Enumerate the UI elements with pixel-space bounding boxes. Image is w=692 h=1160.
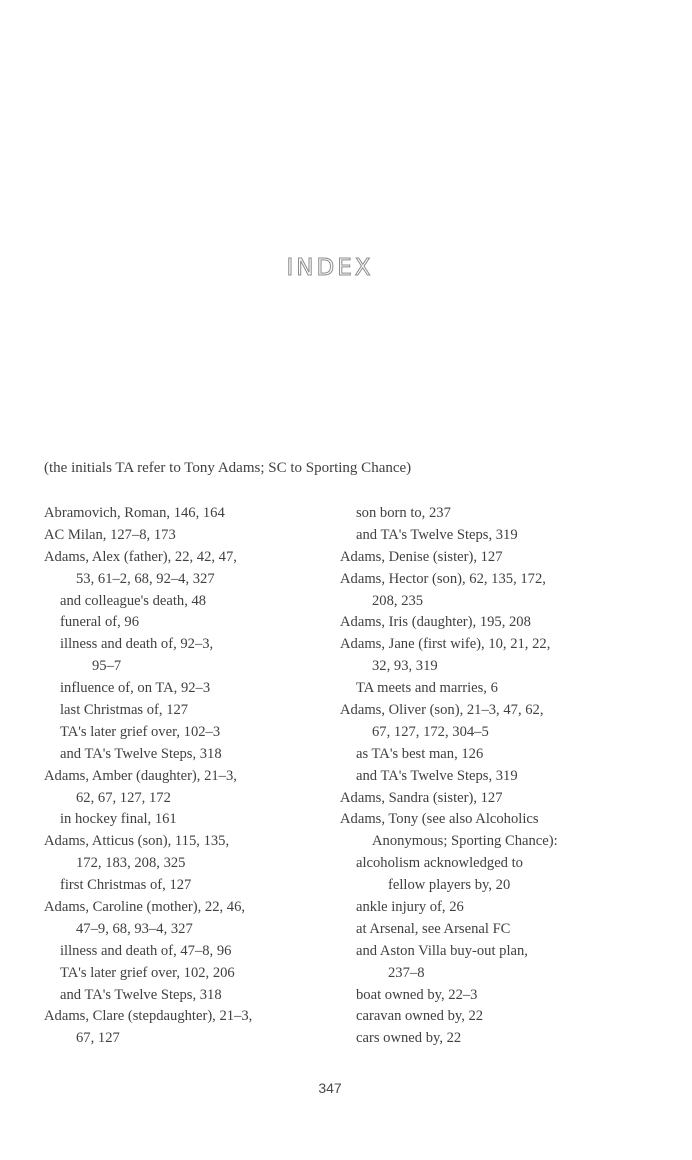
page-number: 347 bbox=[318, 1080, 342, 1096]
index-entry-line: illness and death of, 47–8, 96 bbox=[60, 942, 232, 959]
index-entry-line: Adams, Denise (sister), 127 bbox=[340, 548, 503, 565]
index-intro-note: (the initials TA refer to Tony Adams; SC to Sporting Chance) bbox=[44, 460, 412, 476]
index-heading: INDEX bbox=[286, 255, 374, 281]
index-entry-line: Adams, Clare (stepdaughter), 21–3, bbox=[44, 1008, 253, 1025]
index-entry-line: 237–8 bbox=[388, 964, 425, 981]
index-entry-line: 95–7 bbox=[92, 658, 122, 675]
index-entry-line: and TA's Twelve Steps, 319 bbox=[356, 767, 518, 784]
index-entry-line: and TA's Twelve Steps, 319 bbox=[356, 526, 518, 543]
index-entry-line: Adams, Iris (daughter), 195, 208 bbox=[340, 614, 531, 631]
index-entry-line: and colleague's death, 48 bbox=[60, 592, 207, 609]
index-entry-line: Anonymous; Sporting Chance): bbox=[372, 833, 558, 850]
index-entry-line: and Aston Villa buy-out plan, bbox=[356, 942, 528, 959]
index-entry-line: TA meets and marries, 6 bbox=[356, 680, 498, 697]
index-right-column bbox=[340, 503, 640, 1050]
index-entry-line: 62, 67, 127, 172 bbox=[76, 789, 171, 806]
index-entry-line: 67, 127, 172, 304–5 bbox=[372, 723, 489, 740]
index-entry-line: Adams, Alex (father), 22, 42, 47, bbox=[44, 548, 237, 565]
index-entry-line: cars owned by, 22 bbox=[356, 1030, 462, 1047]
index-entry-line: AC Milan, 127–8, 173 bbox=[44, 526, 176, 543]
index-entry-line: at Arsenal, see Arsenal FC bbox=[356, 920, 511, 937]
index-entry-line: and TA's Twelve Steps, 318 bbox=[60, 986, 222, 1003]
index-entry-line: Adams, Hector (son), 62, 135, 172, bbox=[340, 570, 546, 587]
index-entry-line: influence of, on TA, 92–3 bbox=[60, 680, 211, 697]
index-entry-line: Adams, Jane (first wife), 10, 21, 22, bbox=[340, 636, 551, 653]
index-entry-line: Abramovich, Roman, 146, 164 bbox=[44, 505, 225, 521]
index-entry-line: last Christmas of, 127 bbox=[60, 702, 189, 719]
index-entry-line: TA's later grief over, 102, 206 bbox=[60, 964, 235, 981]
index-entry-line: caravan owned by, 22 bbox=[356, 1008, 484, 1025]
index-entry-line: TA's later grief over, 102–3 bbox=[60, 723, 221, 740]
index-entry-line: ankle injury of, 26 bbox=[356, 899, 464, 916]
index-entry-line: 172, 183, 208, 325 bbox=[76, 855, 186, 872]
index-entry-line: fellow players by, 20 bbox=[388, 877, 511, 894]
index-entry-line: and TA's Twelve Steps, 318 bbox=[60, 745, 222, 762]
index-entry-line: son born to, 237 bbox=[356, 505, 451, 521]
index-entry-line: funeral of, 96 bbox=[60, 614, 140, 631]
index-entry-line: 53, 61–2, 68, 92–4, 327 bbox=[76, 570, 215, 587]
index-entry-line: Adams, Caroline (mother), 22, 46, bbox=[44, 899, 246, 916]
index-entry-line: 47–9, 68, 93–4, 327 bbox=[76, 920, 193, 937]
index-entry-line: Adams, Sandra (sister), 127 bbox=[340, 789, 503, 806]
index-entry-line: first Christmas of, 127 bbox=[60, 877, 192, 894]
index-entry-line: 32, 93, 319 bbox=[372, 658, 438, 675]
index-left-column bbox=[44, 503, 344, 1050]
index-entry-line: Adams, Atticus (son), 115, 135, bbox=[44, 833, 230, 850]
index-entry-line: in hockey final, 161 bbox=[60, 811, 177, 828]
index-entry-line: as TA's best man, 126 bbox=[356, 745, 484, 762]
index-entry-line: alcoholism acknowledged to bbox=[356, 855, 523, 872]
index-entry-line: boat owned by, 22–3 bbox=[356, 986, 478, 1003]
index-entry-line: Adams, Tony (see also Alcoholics bbox=[340, 811, 539, 828]
index-entry-line: 67, 127 bbox=[76, 1030, 120, 1047]
index-entry-line: illness and death of, 92–3, bbox=[60, 636, 214, 653]
index-entry-line: 208, 235 bbox=[372, 592, 424, 609]
index-entry-line: Adams, Oliver (son), 21–3, 47, 62, bbox=[340, 702, 544, 719]
index-entry-line: Adams, Amber (daughter), 21–3, bbox=[44, 767, 237, 784]
